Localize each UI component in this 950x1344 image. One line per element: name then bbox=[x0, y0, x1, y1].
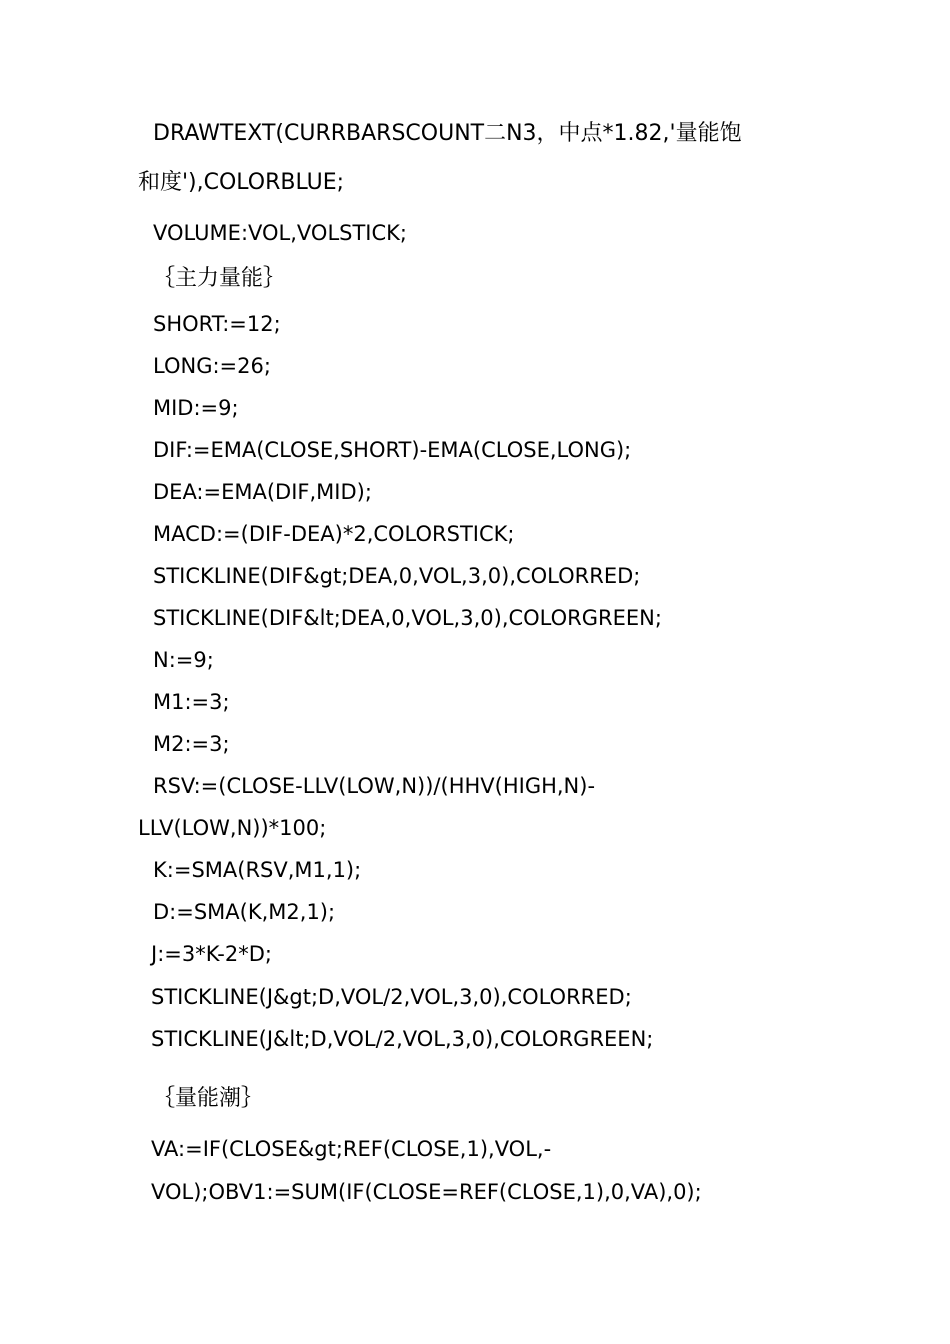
code-line: VOLUME:VOL,VOLSTICK; bbox=[153, 221, 407, 245]
section-heading: ｛量能潮｝ bbox=[153, 1086, 264, 1111]
code-line: LONG:=26; bbox=[153, 354, 271, 378]
code-line: DEA:=EMA(DIF,MID); bbox=[153, 480, 372, 504]
code-line: M2:=3; bbox=[153, 732, 230, 756]
code-line: J:=3*K-2*D; bbox=[151, 942, 272, 966]
code-line: LLV(LOW,N))*100; bbox=[138, 816, 327, 840]
section-heading: ｛主力量能｝ bbox=[153, 266, 286, 291]
code-line: MACD:=(DIF-DEA)*2,COLORSTICK; bbox=[153, 522, 515, 546]
code-line: 和度'),COLORBLUE; bbox=[138, 170, 345, 195]
code-line: VOL);OBV1:=SUM(IF(CLOSE=REF(CLOSE,1),0,VA),0); bbox=[151, 1180, 702, 1204]
code-line: STICKLINE(J&gt;D,VOL/2,VOL,3,0),COLORRED; bbox=[151, 985, 632, 1009]
code-line: K:=SMA(RSV,M1,1); bbox=[153, 858, 362, 882]
code-line: MID:=9; bbox=[153, 396, 239, 420]
code-line: VA:=IF(CLOSE&gt;REF(CLOSE,1),VOL,- bbox=[151, 1137, 552, 1161]
code-line: M1:=3; bbox=[153, 690, 230, 714]
code-line: STICKLINE(J&lt;D,VOL/2,VOL,3,0),COLORGREEN; bbox=[151, 1027, 654, 1051]
code-line: N:=9; bbox=[153, 648, 214, 672]
code-line: D:=SMA(K,M2,1); bbox=[153, 900, 336, 924]
code-line: RSV:=(CLOSE-LLV(LOW,N))/(HHV(HIGH,N)- bbox=[153, 774, 596, 798]
code-line: STICKLINE(DIF&gt;DEA,0,VOL,3,0),COLORRED; bbox=[153, 564, 641, 588]
code-line: DIF:=EMA(CLOSE,SHORT)-EMA(CLOSE,LONG); bbox=[153, 438, 632, 462]
code-line: STICKLINE(DIF&lt;DEA,0,VOL,3,0),COLORGREEN; bbox=[153, 606, 662, 630]
code-line: SHORT:=12; bbox=[153, 312, 281, 336]
code-line: DRAWTEXT(CURRBARSCOUNT二N3，中点*1.82,'量能饱 bbox=[153, 121, 742, 146]
